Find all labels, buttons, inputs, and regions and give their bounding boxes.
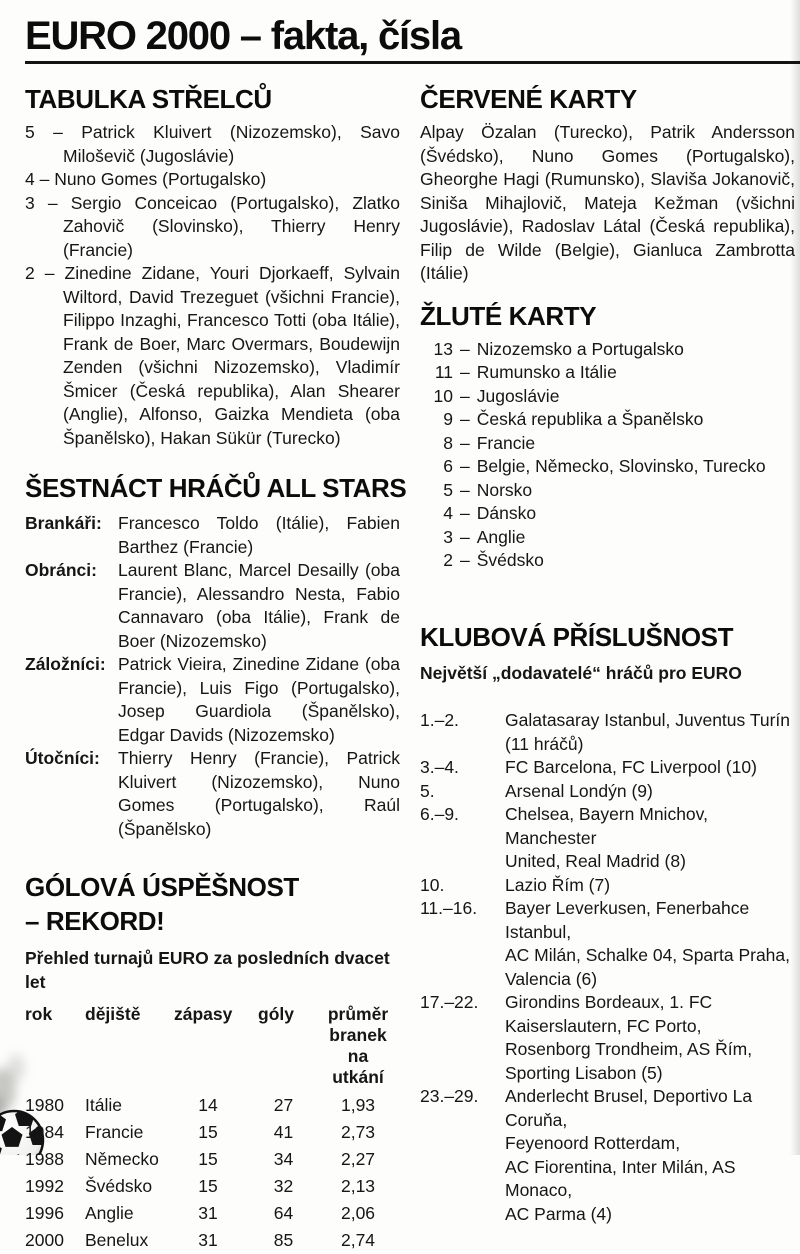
club-rank: 1.–2. xyxy=(420,710,459,730)
club-names xyxy=(505,756,795,780)
yellow-card-teams: Nizozemsko a Portugalsko xyxy=(476,338,684,359)
club-item xyxy=(420,709,795,756)
allstars-group-names: Laurent Blanc, Marcel Desailly (oba Francie), Alessandro Nesta, Fabio Cannavaro (oba Itálie), Frank de Boer (Nizozemsko) xyxy=(118,560,400,651)
table-cell: 41 xyxy=(273,1122,294,1142)
table-header-avg-line: průměr xyxy=(327,1004,389,1024)
scorers-list xyxy=(25,121,400,450)
allstars-group-label: Záložníci: xyxy=(25,654,106,674)
allstars-group-label: Obránci: xyxy=(25,560,97,580)
table-cell: 2,06 xyxy=(340,1203,376,1223)
yellow-card-count: 4 xyxy=(443,503,453,523)
table-cell: 31 xyxy=(198,1230,218,1250)
scorer-item: 4 – Nuno Gomes (Portugalsko) xyxy=(25,169,267,189)
allstars-group xyxy=(25,512,400,559)
table-cell: 2,74 xyxy=(340,1230,376,1250)
yellow-card-teams: Jugoslávie xyxy=(476,385,560,406)
yellow-cards-item xyxy=(420,549,795,573)
yellow-cards-heading: ŽLUTÉ KARTY xyxy=(420,300,597,331)
left-column xyxy=(25,84,407,1254)
table-cell: 2,27 xyxy=(340,1149,376,1169)
scorers-heading: TABULKA STŘELCŮ xyxy=(25,84,272,114)
dash: – xyxy=(460,503,470,523)
yellow-card-teams: Francie xyxy=(476,432,536,453)
dash: – xyxy=(460,409,470,429)
table-cell: Švédsko xyxy=(85,1176,153,1196)
dash: – xyxy=(460,385,470,406)
yellow-card-count: 9 xyxy=(443,409,453,429)
club-rank: 10. xyxy=(420,874,445,895)
dash: – xyxy=(460,456,470,476)
table-header: zápasy xyxy=(174,1004,233,1024)
club-names-line: Arsenal Londýn (9) xyxy=(505,780,653,801)
club-names-line: AC Milán, Schalke 04, Sparta Praha, xyxy=(505,945,791,965)
table-cell: 15 xyxy=(198,1122,218,1142)
yellow-cards-item xyxy=(420,526,795,550)
dash: – xyxy=(460,550,470,570)
club-item xyxy=(420,756,795,780)
table-header: góly xyxy=(258,1004,294,1024)
table-header-avg-line: na utkání xyxy=(332,1046,384,1087)
yellow-card-teams: Rumunsko a Itálie xyxy=(476,362,617,382)
table-cell: 27 xyxy=(273,1095,294,1115)
club-names-line: (11 hráčů) xyxy=(505,733,584,754)
allstars-list xyxy=(25,512,400,841)
table-cell: Německo xyxy=(85,1149,159,1169)
club-names xyxy=(505,780,795,804)
goals-record-heading xyxy=(25,870,400,938)
club-names xyxy=(505,803,795,874)
club-names-line: Galatasaray Istanbul, Juventus Turín xyxy=(505,710,791,730)
table-cell: Anglie xyxy=(85,1203,134,1223)
scorer-item: 5 – Patrick Kluivert (Nizozemsko), Savo Miloševič (Jugoslávie) xyxy=(25,122,400,166)
table-cell: 15 xyxy=(198,1176,218,1196)
yellow-card-teams: Norsko xyxy=(476,479,533,500)
club-names-line: Valencia (6) xyxy=(505,968,598,989)
allstars-group xyxy=(25,653,400,747)
club-item xyxy=(420,874,795,898)
table-cell: 1984 xyxy=(25,1122,64,1142)
allstars-heading: ŠESTNÁCT HRÁČŮ ALL STARS xyxy=(25,473,407,503)
dash: – xyxy=(460,526,470,547)
table-cell: Francie xyxy=(85,1122,144,1142)
table-cell: 1980 xyxy=(25,1095,64,1115)
table-cell: 32 xyxy=(273,1176,294,1196)
table-cell: 14 xyxy=(198,1095,218,1115)
yellow-cards-item xyxy=(420,408,795,432)
club-names xyxy=(505,874,795,898)
yellow-card-count: 11 xyxy=(434,362,453,382)
club-names-line: Kaiserslautern, FC Porto, xyxy=(505,1015,702,1036)
yellow-card-count: 13 xyxy=(433,338,453,359)
yellow-cards-item xyxy=(420,502,795,526)
table-cell: 31 xyxy=(198,1203,218,1223)
clubs-list xyxy=(420,709,795,1226)
table-header: rok xyxy=(25,1004,53,1024)
club-names-line: FC Barcelona, FC Liverpool (10) xyxy=(505,757,757,777)
yellow-card-count: 10 xyxy=(433,385,453,406)
table-cell: 34 xyxy=(273,1149,294,1169)
club-item xyxy=(420,1085,795,1226)
clubs-heading: KLUBOVÁ PŘÍSLUŠNOST xyxy=(420,621,734,652)
club-rank: 5. xyxy=(420,780,435,801)
table-cell: 1988 xyxy=(25,1149,64,1169)
allstars-group-names: Thierry Henry (Francie), Patrick Kluivert (Nizozemsko), Nuno Gomes (Portugalsko), Raúl (Španělsko) xyxy=(118,748,400,839)
allstars-group xyxy=(25,559,400,653)
goals-record-heading-line1: GÓLOVÁ ÚSPĚŠNOST xyxy=(25,872,299,902)
red-cards-heading: ČERVENÉ KARTY xyxy=(420,84,637,114)
club-names-line: Lazio Řím (7) xyxy=(505,874,611,895)
page-title: EURO 2000 – fakta, čísla xyxy=(25,14,461,58)
yellow-card-count: 2 xyxy=(443,550,453,570)
clubs-subtitle: Největší „dodavatelé“ hráčů pro EURO xyxy=(420,662,742,683)
columns xyxy=(25,84,795,1254)
club-names xyxy=(505,709,795,756)
title-rule xyxy=(25,61,800,64)
yellow-cards-item xyxy=(420,385,795,409)
yellow-card-teams: Dánsko xyxy=(476,503,537,523)
table-cell: 2000 xyxy=(25,1230,64,1250)
club-rank: 11.–16. xyxy=(420,898,478,918)
table-cell: 2,73 xyxy=(340,1122,376,1142)
club-rank: 6.–9. xyxy=(420,804,459,824)
allstars-group-names: Patrick Vieira, Zinedine Zidane (oba Francie), Luis Figo (Portugalsko), Josep Guardiola (Španělsko), Edgar Davids (Nizozemsko) xyxy=(118,654,400,745)
right-column xyxy=(420,84,795,1254)
yellow-card-teams: Švédsko xyxy=(476,550,544,570)
euro-table xyxy=(25,1004,400,1254)
club-item xyxy=(420,991,795,1085)
club-item xyxy=(420,897,795,991)
table-header-avg-line: branek xyxy=(329,1025,387,1045)
table-cell: Itálie xyxy=(85,1095,122,1115)
yellow-card-teams: Česká republika a Španělsko xyxy=(476,409,704,429)
club-names xyxy=(505,1085,795,1226)
yellow-cards-item xyxy=(420,479,795,503)
allstars-group-label: Brankáři: xyxy=(25,513,102,533)
club-names xyxy=(505,991,795,1085)
club-names-line: United, Real Madrid (8) xyxy=(505,851,686,871)
club-rank: 3.–4. xyxy=(420,757,459,777)
club-item xyxy=(420,803,795,874)
club-names-line: Anderlecht Brusel, Deportivo La Coruňa, xyxy=(505,1086,753,1130)
club-names-line: Girondins Bordeaux, 1. FC xyxy=(505,992,713,1012)
table-cell: 1996 xyxy=(25,1203,64,1223)
table-cell: 1,93 xyxy=(340,1095,376,1115)
table-cell: 1992 xyxy=(25,1176,64,1196)
yellow-cards-item xyxy=(420,432,795,456)
dash: – xyxy=(460,362,470,382)
yellow-card-count: 8 xyxy=(443,432,453,453)
yellow-cards-item xyxy=(420,361,795,385)
yellow-card-count: 6 xyxy=(443,456,453,476)
yellow-card-count: 3 xyxy=(443,526,453,547)
red-cards-text: Alpay Özalan (Turecko), Patrik Andersson (Švédsko), Nuno Gomes (Portugalsko), Gheorghe Hagi (Rumunsko), Slaviša Jokanovič, Siniša Mihajlovič, Mateja Kežman (všichni Jugoslávie), Radoslav Látal (Česká republika), Filip de Wilde (Belgie), Gianluca Zambrotta (Itálie) xyxy=(420,122,795,283)
club-names-line: Sporting Lisabon (5) xyxy=(505,1062,663,1083)
yellow-cards-item xyxy=(420,338,795,362)
dash: – xyxy=(460,432,470,453)
club-item xyxy=(420,780,795,804)
club-names-line: Feyenoord Rotterdam, xyxy=(505,1133,681,1153)
table-cell: 2,13 xyxy=(340,1176,376,1196)
scorer-item: 3 – Sergio Conceicao (Portugalsko), Zlatko Zahovič (Slovinsko), Thierry Henry (Francie) xyxy=(25,192,400,260)
table-header-avg xyxy=(321,1004,395,1092)
table-cell: Benelux xyxy=(85,1230,149,1250)
club-rank: 17.–22. xyxy=(420,992,479,1012)
table-header: dějiště xyxy=(85,1004,141,1024)
table-cell: 15 xyxy=(198,1149,218,1169)
scorer-item: 2 – Zinedine Zidane, Youri Djorkaeff, Sylvain Wiltord, David Trezeguet (všichni Francie), Filippo Inzaghi, Francesco Totti (oba Itálie), Frank de Boer, Marc Overmars, Boudewijn Zenden (všichni Nizozemsko), Vladimír Šmicer (Česká republika), Alan Shearer (Anglie), Alfonso, Gaizka Mendieta (oba Španělsko), Hakan Sükür (Turecko) xyxy=(25,263,400,448)
allstars-group-names: Francesco Toldo (Itálie), Fabien Barthez (Francie) xyxy=(118,513,400,557)
allstars-group-label: Útočníci: xyxy=(25,748,100,768)
club-names-line: Bayer Leverkusen, Fenerbahce Istanbul, xyxy=(505,898,750,942)
goals-record-heading-line2: – REKORD! xyxy=(25,906,165,936)
yellow-card-teams: Anglie xyxy=(476,526,526,547)
yellow-card-teams: Belgie, Německo, Slovinsko, Turecko xyxy=(476,456,766,476)
club-names xyxy=(505,897,795,991)
club-rank: 23.–29. xyxy=(420,1086,479,1106)
yellow-cards-list xyxy=(420,338,795,573)
club-names-line: Chelsea, Bayern Mnichov, Manchester xyxy=(505,804,708,848)
goals-record-subtitle: Přehled turnajů EURO za posledních dvacet let xyxy=(25,948,390,992)
allstars-group xyxy=(25,747,400,841)
table-cell: 85 xyxy=(273,1230,294,1250)
club-names-line: AC Parma (4) xyxy=(505,1203,612,1224)
table-cell: 64 xyxy=(273,1203,294,1223)
dash: – xyxy=(460,338,470,359)
dash: – xyxy=(460,479,470,500)
club-names-line: AC Fiorentina, Inter Milán, AS Monaco, xyxy=(505,1156,736,1200)
yellow-cards-item xyxy=(420,455,795,479)
yellow-card-count: 5 xyxy=(443,479,453,500)
club-names-line: Rosenborg Trondheim, AS Řím, xyxy=(505,1039,753,1059)
